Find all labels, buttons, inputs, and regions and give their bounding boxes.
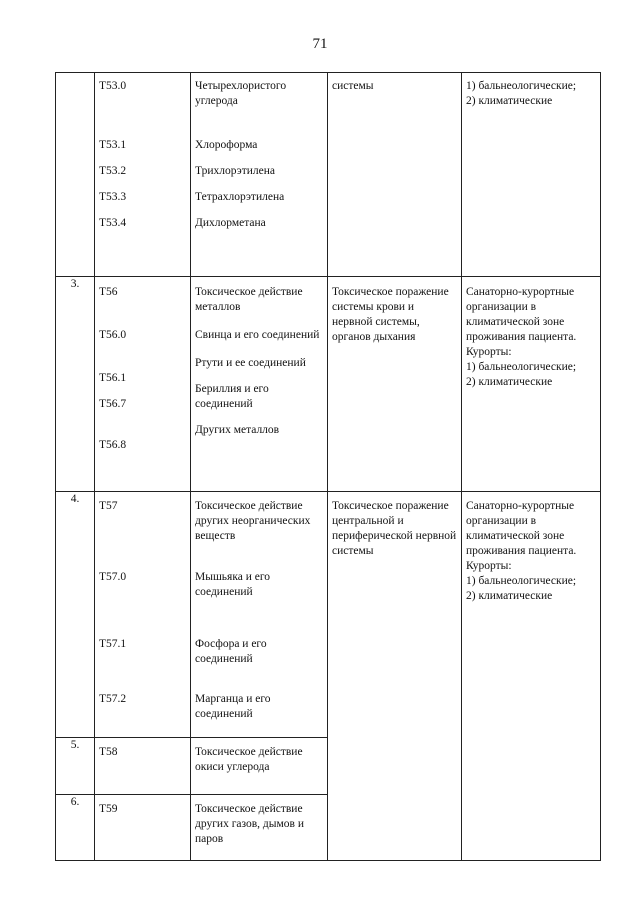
name: Токсическое действие окиси углерода xyxy=(195,746,303,773)
table-row xyxy=(56,73,601,277)
code: T58 xyxy=(99,746,118,758)
pathology-cell: Токсическое поражение системы крови и нервной системы, органов дыхания xyxy=(328,277,462,492)
code: T56.8 xyxy=(99,439,127,451)
name: Трихлорэтилена xyxy=(195,165,275,177)
code-cell xyxy=(95,73,191,277)
name: Четырехлористого углерода xyxy=(195,80,287,107)
pathology-cell: системы xyxy=(328,73,462,277)
code: T53.2 xyxy=(99,165,127,177)
name-cell xyxy=(191,492,328,738)
code: T53.1 xyxy=(99,139,127,151)
name-cell xyxy=(191,73,328,277)
table-row xyxy=(56,277,601,492)
name: Мышьяка и его соединений xyxy=(195,571,271,598)
name: Фосфора и его соединений xyxy=(195,638,267,665)
name: Хлороформа xyxy=(195,139,258,151)
code: T59 xyxy=(99,803,118,815)
code: T56.1 xyxy=(99,372,127,384)
row-number: 4. xyxy=(56,492,95,738)
medical-table xyxy=(55,72,601,861)
treatment-cell: Санаторно-курортные организации в климатической зоне проживания пациента. Курорты: 1) бальнеологические; 2) климатические xyxy=(462,492,601,861)
page-number: 71 xyxy=(312,36,328,52)
code: T56 xyxy=(99,286,118,298)
code: T57.0 xyxy=(99,571,127,583)
name-cell xyxy=(191,738,328,795)
code: T56.0 xyxy=(99,329,127,341)
name: Токсическое действие металлов xyxy=(195,286,303,313)
code: T56.7 xyxy=(99,398,127,410)
row-number: 6. xyxy=(56,795,95,861)
name: Токсическое действие других газов, дымов и паров xyxy=(195,803,304,845)
row-number xyxy=(56,73,95,277)
code: T53.3 xyxy=(99,191,127,203)
code: T57.2 xyxy=(99,693,127,705)
name: Тетрахлорэтилена xyxy=(195,191,285,203)
row-number: 3. xyxy=(56,277,95,492)
name: Других металлов xyxy=(195,424,280,436)
name: Ртути и ее соединений xyxy=(195,357,306,369)
name-cell xyxy=(191,795,328,861)
table-row xyxy=(56,492,601,738)
pathology-cell: Токсическое поражение центральной и периферической нервной системы xyxy=(328,492,462,861)
name-cell xyxy=(191,277,328,492)
code: T57.1 xyxy=(99,638,127,650)
name: Марганца и его соединений xyxy=(195,693,271,720)
name: Свинца и его соединений xyxy=(195,329,320,341)
code-cell xyxy=(95,492,191,738)
code: T53.0 xyxy=(99,80,127,92)
treatment-cell: Санаторно-курортные организации в климатической зоне проживания пациента. Курорты: 1) бальнеологические; 2) климатические xyxy=(462,277,601,492)
name: Дихлорметана xyxy=(195,217,266,229)
treatment-cell: 1) бальнеологические; 2) климатические xyxy=(462,73,601,277)
code: T57 xyxy=(99,500,118,512)
row-number: 5. xyxy=(56,738,95,795)
code: T53.4 xyxy=(99,217,127,229)
name: Бериллия и его соединений xyxy=(195,383,269,410)
code-cell xyxy=(95,277,191,492)
code-cell xyxy=(95,738,191,795)
name: Токсическое действие других неорганических веществ xyxy=(195,500,311,542)
code-cell xyxy=(95,795,191,861)
